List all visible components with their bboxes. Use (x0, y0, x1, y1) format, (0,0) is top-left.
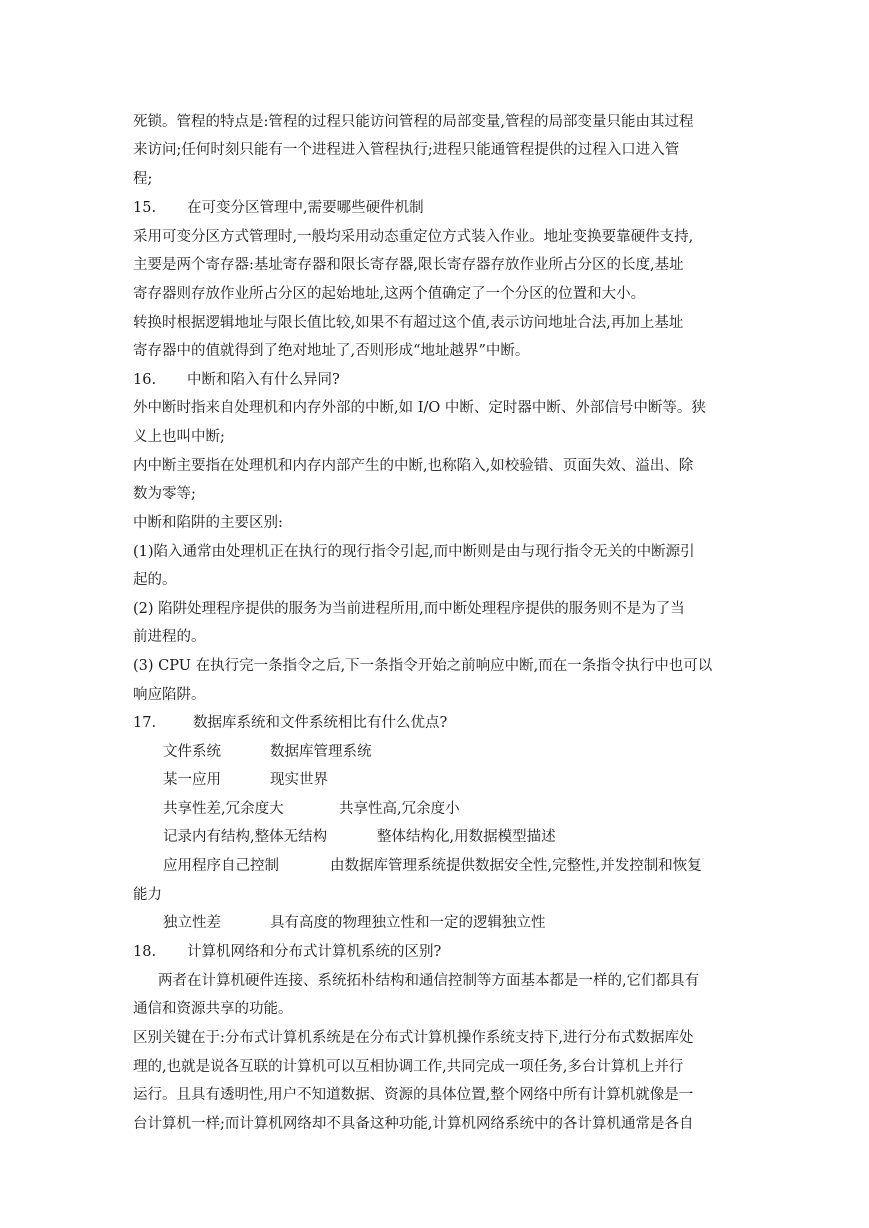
comparison-right: 数据库管理系统 (270, 744, 372, 760)
comparison-row (163, 742, 372, 762)
text-line: 能力 (133, 887, 162, 903)
question-text: 计算机网络和分布式计算机系统的区别? (187, 944, 442, 960)
text-line: 两者在计算机硬件连接、系统拓朴结构和通信控制等方面基本都是一样的,它们都具有 (158, 973, 700, 989)
question-text: 中断和陷入有什么异同? (187, 372, 340, 388)
text-line: 区别关键在于:分布式计算机系统是在分布式计算机操作系统支持下,进行分布式数据库处 (133, 1030, 694, 1046)
question-number: 15. (133, 200, 157, 216)
text-line: 理的,也就是说各互联的计算机可以互相协调工作,共同完成一项任务,多台计算机上并行 (133, 1059, 684, 1075)
text-line: 死锁。管程的特点是:管程的过程只能访问管程的局部变量,管程的局部变量只能由其过程 (133, 114, 694, 130)
question-heading-16 (133, 370, 340, 390)
comparison-row (163, 856, 702, 876)
question-number: 18. (133, 944, 157, 960)
text-line: 内中断主要指在处理机和内存内部产生的中断,也称陷入,如校验错、页面失效、溢出、除 (133, 458, 694, 474)
text-line: 前进程的。 (133, 629, 206, 645)
comparison-row (163, 827, 556, 847)
comparison-left: 某一应用 (163, 772, 221, 788)
text-line: 程; (133, 171, 153, 187)
text-line: 寄存器则存放作业所占分区的起始地址,这两个值确定了一个分区的位置和大小。 (133, 286, 646, 302)
question-text: 数据库系统和文件系统相比有什么优点? (193, 715, 448, 731)
comparison-row (163, 770, 328, 790)
text-line: 数为零等; (133, 486, 196, 502)
text-line: 台计算机一样;而计算机网络却不具备这种功能,计算机网络系统中的各计算机通常是各自 (133, 1116, 694, 1132)
text-line: 响应陷阱。 (133, 687, 206, 703)
comparison-row (163, 799, 460, 819)
comparison-row (163, 913, 546, 933)
comparison-right: 具有高度的物理独立性和一定的逻辑独立性 (270, 915, 546, 931)
comparison-right: 共享性高,冗余度小 (339, 801, 460, 817)
text-line: 起的。 (133, 572, 177, 588)
comparison-left: 文件系统 (163, 744, 221, 760)
comparison-right: 现实世界 (270, 772, 328, 788)
comparison-right: 整体结构化,用数据模型描述 (377, 829, 556, 845)
question-heading-15 (133, 198, 424, 218)
comparison-left: 独立性差 (163, 915, 221, 931)
comparison-left: 应用程序自己控制 (163, 858, 279, 874)
comparison-left: 记录内有结构,整体无结构 (163, 829, 328, 845)
question-text: 在可变分区管理中,需要哪些硬件机制 (187, 200, 424, 216)
text-line: 通信和资源共享的功能。 (133, 1001, 293, 1017)
text-line: (1)陷入通常由处理机正在执行的现行指令引起,而中断则是由与现行指令无关的中断源引 (133, 544, 695, 560)
question-heading-17 (133, 713, 447, 733)
question-number: 17. (133, 715, 157, 731)
text-line: 寄存器中的值就得到了绝对地址了,否则形成“地址越界”中断。 (133, 343, 530, 359)
text-line: 义上也叫中断; (133, 429, 225, 445)
text-line: 来访问;任何时刻只能有一个进程进入管程执行;进程只能通管程提供的过程入口进入管 (133, 142, 680, 158)
question-number: 16. (133, 372, 157, 388)
question-heading-18 (133, 942, 441, 962)
text-line: 中断和陷阱的主要区别: (133, 515, 283, 531)
comparison-right: 由数据库管理系统提供数据安全性,完整性,并发控制和恢复 (330, 858, 702, 874)
text-line: 主要是两个寄存器:基址寄存器和限长寄存器,限长寄存器存放作业所占分区的长度,基址 (133, 257, 684, 273)
comparison-left: 共享性差,冗余度大 (163, 801, 284, 817)
text-line: 采用可变分区方式管理时,一般均采用动态重定位方式装入作业。地址变换要靠硬件支持, (133, 229, 694, 245)
text-line: (2) 陷阱处理程序提供的服务为当前进程所用,而中断处理程序提供的服务则不是为了当 (133, 601, 685, 617)
text-line: 运行。且具有透明性,用户不知道数据、资源的具体位置,整个网络中所有计算机就像是一 (133, 1087, 694, 1103)
text-line: 转换时根据逻辑地址与限长值比较,如果不有超过这个值,表示访问地址合法,再加上基址 (133, 315, 684, 331)
text-line: (3) CPU 在执行完一条指令之后,下一条指令开始之前响应中断,而在一条指令执行中也可以 (133, 658, 713, 674)
text-line: 外中断时指来自处理机和内存外部的中断,如 I/O 中断、定时器中断、外部信号中断等。狭 (133, 400, 706, 416)
